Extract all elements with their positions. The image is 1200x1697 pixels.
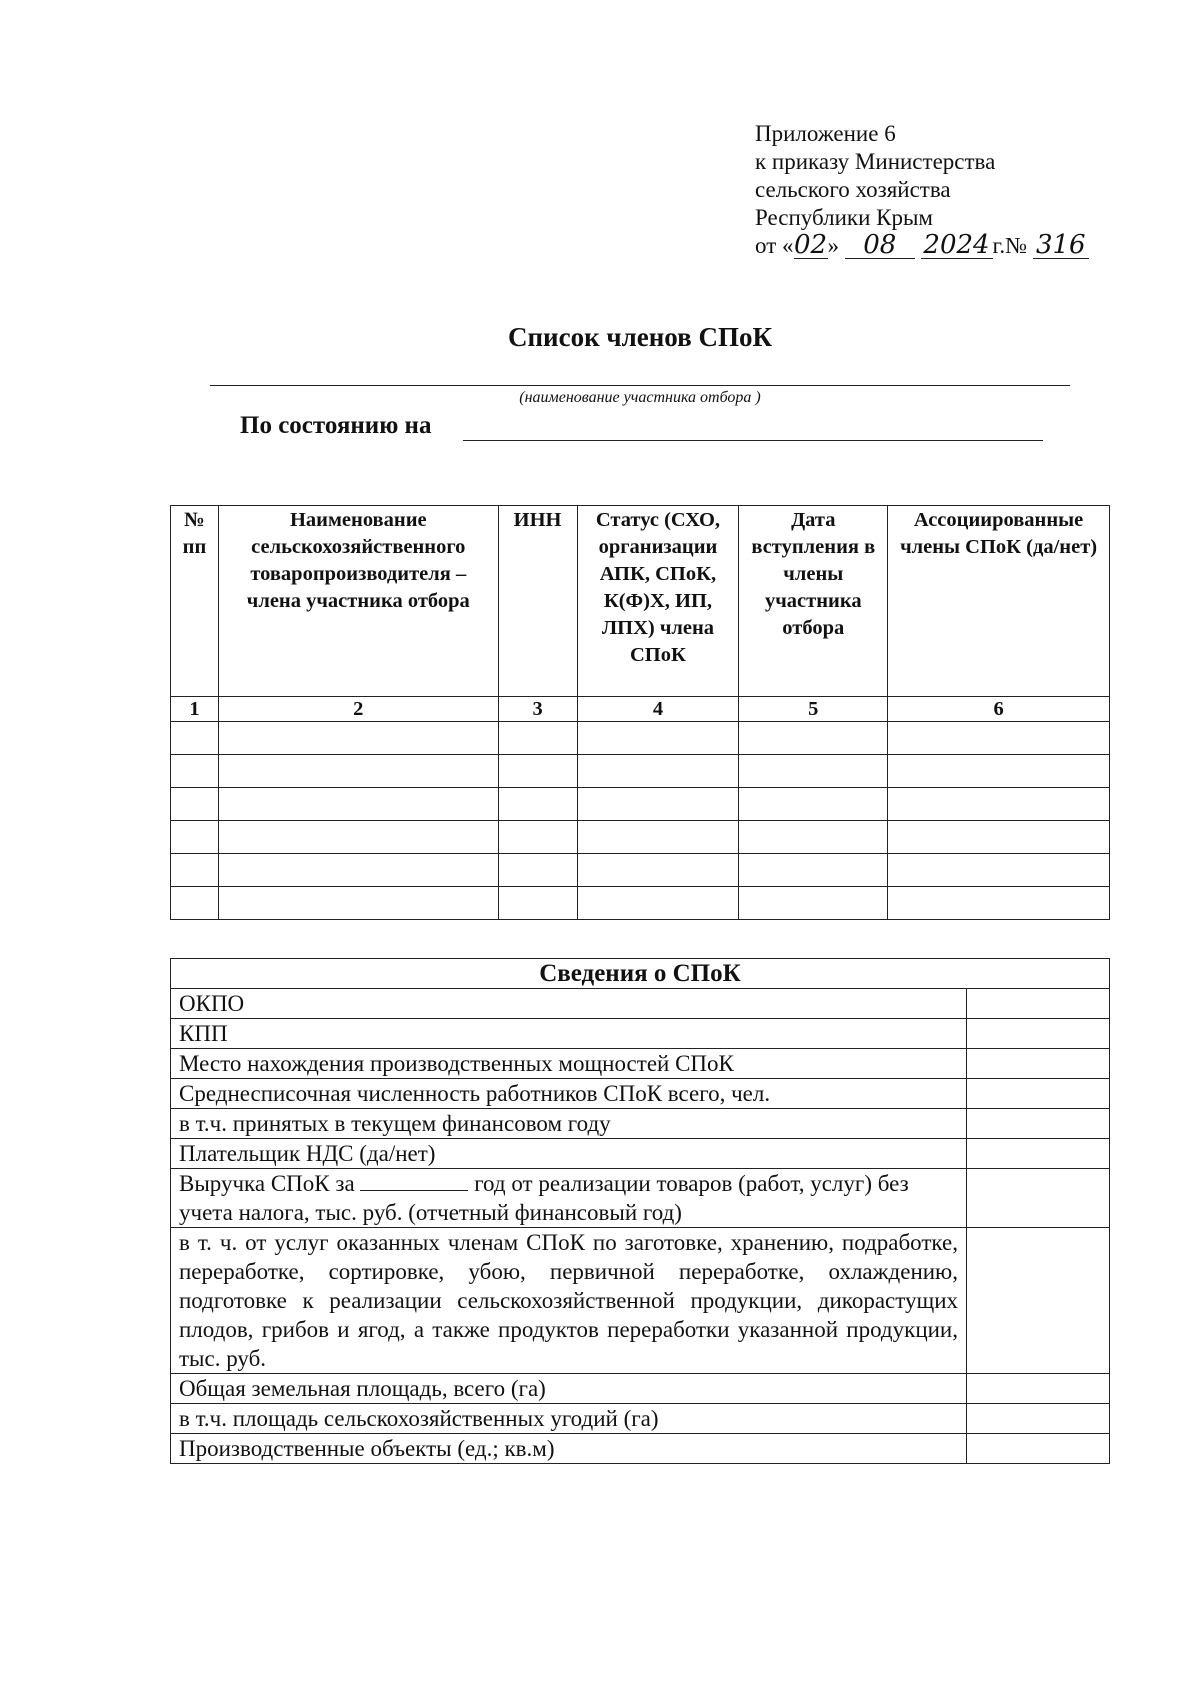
info-label: Производственные объекты (ед.; кв.м)	[171, 1434, 967, 1464]
revenue-year-blank[interactable]	[360, 1170, 468, 1191]
cell[interactable]	[498, 755, 577, 788]
info-row-services-revenue	[171, 1228, 1110, 1374]
revenue-label-start: Выручка СПоК за	[179, 1171, 355, 1196]
cell[interactable]	[171, 788, 219, 821]
info-label-revenue	[171, 1169, 967, 1228]
column-number: 6	[888, 697, 1110, 722]
column-number: 1	[171, 697, 219, 722]
info-table-title: Сведения о СПоК	[171, 959, 1110, 989]
header-row-number: № пп	[171, 506, 219, 697]
info-value-cell[interactable]	[967, 1374, 1110, 1404]
info-value-cell[interactable]	[967, 1139, 1110, 1169]
order-day: 02	[793, 230, 828, 260]
info-row-total-land	[171, 1374, 1110, 1404]
info-value-cell[interactable]	[967, 1169, 1110, 1228]
table-row	[171, 755, 1110, 788]
spok-info-table	[170, 958, 1110, 1464]
info-value-cell[interactable]	[967, 989, 1110, 1019]
cell[interactable]	[577, 821, 739, 854]
column-number-row	[171, 697, 1110, 722]
info-value-cell[interactable]	[967, 1109, 1110, 1139]
header-inn: ИНН	[498, 506, 577, 697]
cell[interactable]	[218, 788, 498, 821]
appendix-line-3: сельского хозяйства	[755, 177, 951, 202]
as-of-label: По состоянию на	[240, 412, 432, 439]
cell[interactable]	[171, 722, 219, 755]
cell[interactable]	[888, 755, 1110, 788]
cell[interactable]	[498, 722, 577, 755]
header-producer-name: Наименование сельскохозяйственного товаропроизводителя – члена участника отбора	[218, 506, 498, 697]
cell[interactable]	[171, 755, 219, 788]
table-row	[171, 788, 1110, 821]
cell[interactable]	[577, 854, 739, 887]
cell[interactable]	[739, 722, 888, 755]
table-row	[171, 854, 1110, 887]
cell[interactable]	[739, 755, 888, 788]
as-of-date-line	[463, 440, 1043, 441]
cell[interactable]	[577, 887, 739, 920]
info-label: ОКПО	[171, 989, 967, 1019]
info-label: Общая земельная площадь, всего (га)	[171, 1374, 967, 1404]
cell[interactable]	[498, 821, 577, 854]
revenue-label-end: год от реализации товаров (работ, услуг) без учета налога, тыс. руб. (отчетный финансовый год)	[179, 1171, 909, 1225]
date-prefix: от «	[755, 233, 794, 258]
year-suffix: г.№	[992, 233, 1028, 258]
info-row-kpp	[171, 1019, 1110, 1049]
cell[interactable]	[888, 722, 1110, 755]
header-status: Статус (СХО, организации АПК, СПоК, К(Ф)Х, ИП, ЛПХ) члена СПоК	[577, 506, 739, 697]
document-title: Список членов СПоК	[507, 322, 773, 352]
cell[interactable]	[888, 854, 1110, 887]
table-row	[171, 887, 1110, 920]
info-row-revenue	[171, 1169, 1110, 1228]
info-value-cell[interactable]	[967, 1019, 1110, 1049]
info-label: Плательщик НДС (да/нет)	[171, 1139, 967, 1169]
cell[interactable]	[218, 854, 498, 887]
header-join-date: Дата вступления в члены участника отбора	[739, 506, 888, 697]
info-row-vat-payer	[171, 1139, 1110, 1169]
table-row	[171, 821, 1110, 854]
order-year: 2024	[921, 232, 993, 259]
cell[interactable]	[171, 887, 219, 920]
info-label: Среднесписочная численность работников СПоК всего, чел.	[171, 1079, 967, 1109]
info-label: в т.ч. площадь сельскохозяйственных угодий (га)	[171, 1404, 967, 1434]
table-row	[171, 722, 1110, 755]
cell[interactable]	[577, 755, 739, 788]
cell[interactable]	[218, 821, 498, 854]
appendix-line-1: Приложение 6	[755, 121, 896, 146]
appendix-line-2: к приказу Министерства	[755, 149, 996, 174]
cell[interactable]	[498, 887, 577, 920]
info-value-cell[interactable]	[967, 1404, 1110, 1434]
cell[interactable]	[498, 854, 577, 887]
cell[interactable]	[218, 887, 498, 920]
cell[interactable]	[739, 821, 888, 854]
members-header-row	[171, 506, 1110, 697]
cell[interactable]	[888, 887, 1110, 920]
info-row-production-facilities	[171, 1434, 1110, 1464]
info-value-cell[interactable]	[967, 1434, 1110, 1464]
info-label: Место нахождения производственных мощностей СПоК	[171, 1049, 967, 1079]
info-value-cell[interactable]	[967, 1228, 1110, 1374]
date-quote-close: »	[827, 233, 839, 258]
info-row-agri-land	[171, 1404, 1110, 1434]
info-title-row	[171, 959, 1110, 989]
info-label: КПП	[171, 1019, 967, 1049]
info-value-cell[interactable]	[967, 1079, 1110, 1109]
column-number: 4	[577, 697, 739, 722]
header-associated: Ассоциированные члены СПоК (да/нет)	[888, 506, 1110, 697]
column-number: 5	[739, 697, 888, 722]
order-number: 316	[1033, 232, 1089, 259]
info-row-headcount	[171, 1079, 1110, 1109]
info-label: в т. ч. от услуг оказанных членам СПоК по заготовке, хранению, подработке, переработке, сортировке, убою, первичной переработке, охлаждению, подготовке к реализации сельскохозяйственной продукции, дикорастущих плодов, грибов и ягод, а также продуктов переработки указанной продукции, тыс. руб.	[171, 1228, 967, 1374]
cell[interactable]	[171, 821, 219, 854]
column-number: 3	[498, 697, 577, 722]
cell[interactable]	[739, 788, 888, 821]
info-label: в т.ч. принятых в текущем финансовом году	[171, 1109, 967, 1139]
column-number: 2	[218, 697, 498, 722]
cell[interactable]	[577, 722, 739, 755]
participant-name-caption: (наименование участника отбора )	[519, 389, 761, 406]
cell[interactable]	[577, 788, 739, 821]
cell[interactable]	[171, 854, 219, 887]
appendix-line-4: Республики Крым	[755, 205, 933, 230]
cell[interactable]	[739, 887, 888, 920]
info-row-hired-current-year	[171, 1109, 1110, 1139]
cell[interactable]	[498, 788, 577, 821]
info-row-location	[171, 1049, 1110, 1079]
order-month: 08	[845, 232, 915, 259]
appendix-block	[755, 120, 1089, 260]
cell[interactable]	[888, 821, 1110, 854]
info-value-cell[interactable]	[967, 1049, 1110, 1079]
info-row-okpo	[171, 989, 1110, 1019]
participant-name-line	[210, 385, 1070, 386]
order-date-line	[755, 232, 1089, 260]
cell[interactable]	[218, 722, 498, 755]
cell[interactable]	[218, 755, 498, 788]
members-table	[170, 505, 1110, 920]
cell[interactable]	[739, 854, 888, 887]
cell[interactable]	[888, 788, 1110, 821]
